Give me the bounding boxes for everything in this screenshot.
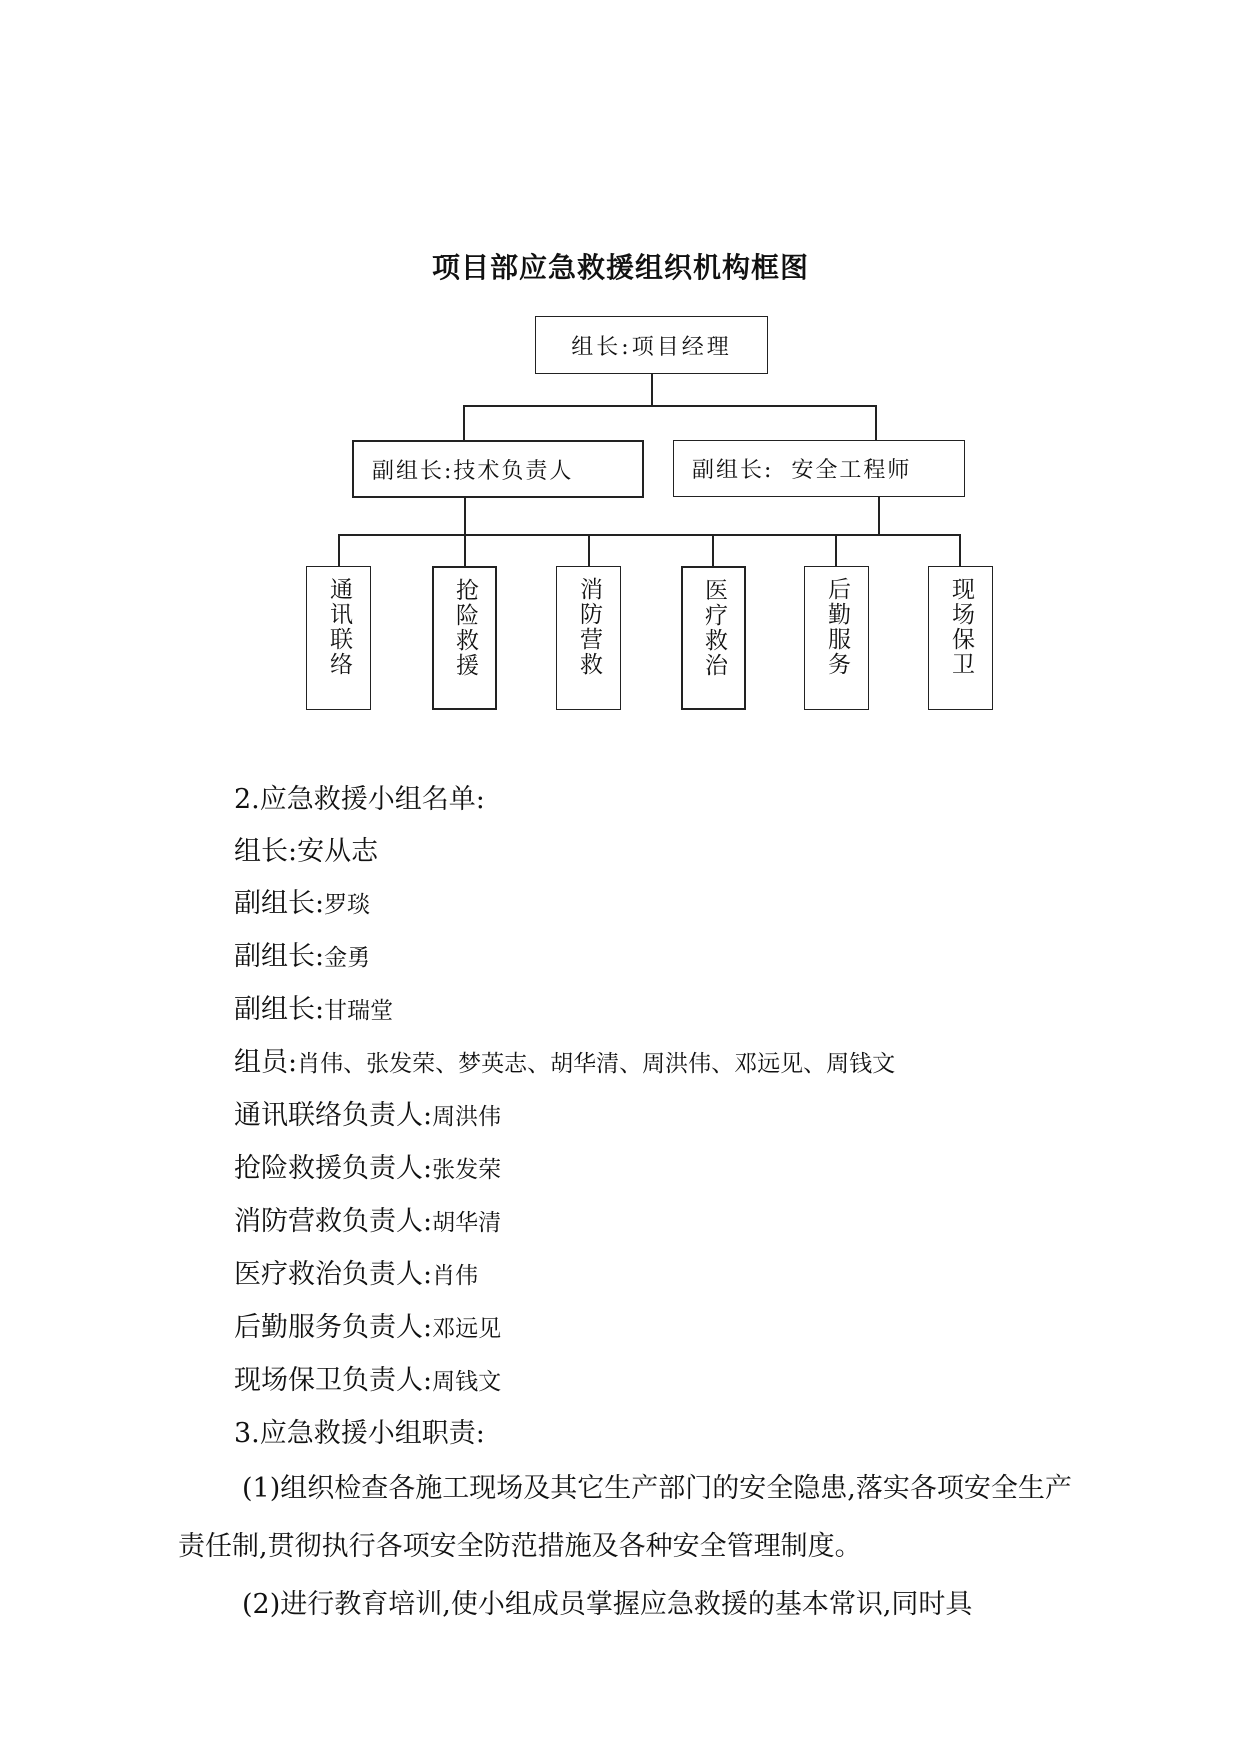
team-label: 后勤服务 [824,577,850,677]
roster-row [178,1249,1098,1302]
roster-label: 后勤服务负责人: [234,1312,433,1343]
connector-line [875,405,877,441]
duty-paragraph: (2)进行教育培训,使小组成员掌握应急救援的基本常识,同时具 [242,1589,973,1620]
roster-row [178,1143,1098,1196]
roster-name: 张发荣 [432,1157,502,1183]
roster-name: 胡华清 [432,1210,502,1236]
roster-row [178,826,1098,878]
connector-line [464,498,466,535]
document-body [178,774,1098,1634]
roster-row [178,1196,1098,1249]
connector-line [651,374,653,406]
team-label: 消防营救 [576,577,602,677]
org-deputy-right-label: 副组长: 安全工程师 [692,458,912,483]
roster-row [178,1090,1098,1143]
org-deputy-left-label: 副组长:技术负责人 [372,458,574,484]
team-box [928,566,993,710]
duty-paragraph: (1)组织检查各施工现场及其它生产部门的安全隐患,落实各项安全生产责任制,贯彻执行各项安全防范措施及各种安全管理制度。 [178,1473,1072,1562]
team-box [556,566,621,710]
roster-row [178,878,1098,931]
connector-line [463,405,465,441]
roster-name: 金勇 [324,945,371,971]
team-box [432,566,497,710]
roster-row [178,1037,1098,1090]
team-label: 抢险救援 [452,578,478,678]
connector-line [338,534,340,567]
roster-row [178,1302,1098,1355]
org-leader-label: 组长:项目经理 [571,334,732,360]
org-leader-box [535,316,768,374]
org-deputy-left-box [352,440,644,498]
chart-title: 项目部应急救援组织机构框图 [431,251,809,284]
section3-heading: 3.应急救援小组职责: [234,1418,485,1449]
section2-heading: 2.应急救援小组名单: [234,784,485,815]
roster-label: 抢险救援负责人: [234,1153,433,1184]
team-label: 通讯联络 [326,577,352,677]
connector-line [338,534,961,536]
roster-name: 甘瑞堂 [324,998,394,1024]
roster-label: 消防营救负责人: [234,1206,433,1237]
team-label: 现场保卫 [948,577,974,677]
connector-line [712,534,714,567]
roster-label: 组长: [234,836,298,867]
roster-label: 现场保卫负责人: [234,1365,433,1396]
org-deputy-right-box [673,440,965,497]
roster-label: 组员: [234,1047,298,1078]
connector-line [959,534,961,567]
connector-line [835,534,837,567]
team-box [804,566,869,710]
roster-name: 安从志 [297,836,379,867]
connector-line [464,534,466,567]
connector-line [463,405,877,407]
connector-line [588,534,590,567]
roster-row [178,931,1098,984]
roster-name: 邓远见 [432,1316,502,1342]
roster-name: 罗琰 [324,892,371,918]
roster-label: 副组长: [234,994,325,1025]
roster-name: 周洪伟 [432,1104,502,1130]
connector-line [878,497,880,535]
roster-label: 通讯联络负责人: [234,1100,433,1131]
roster-row [178,984,1098,1037]
roster-name: 肖伟 [432,1263,479,1289]
roster-row [178,1355,1098,1408]
roster-label: 副组长: [234,888,325,919]
team-label: 医疗救治 [701,578,727,678]
roster-name: 肖伟、张发荣、梦英志、胡华清、周洪伟、邓远见、周钱文 [297,1051,896,1077]
roster-name: 周钱文 [432,1369,502,1395]
roster-label: 副组长: [234,941,325,972]
team-box [681,566,746,710]
roster-label: 医疗救治负责人: [234,1259,433,1290]
team-box [306,566,371,710]
